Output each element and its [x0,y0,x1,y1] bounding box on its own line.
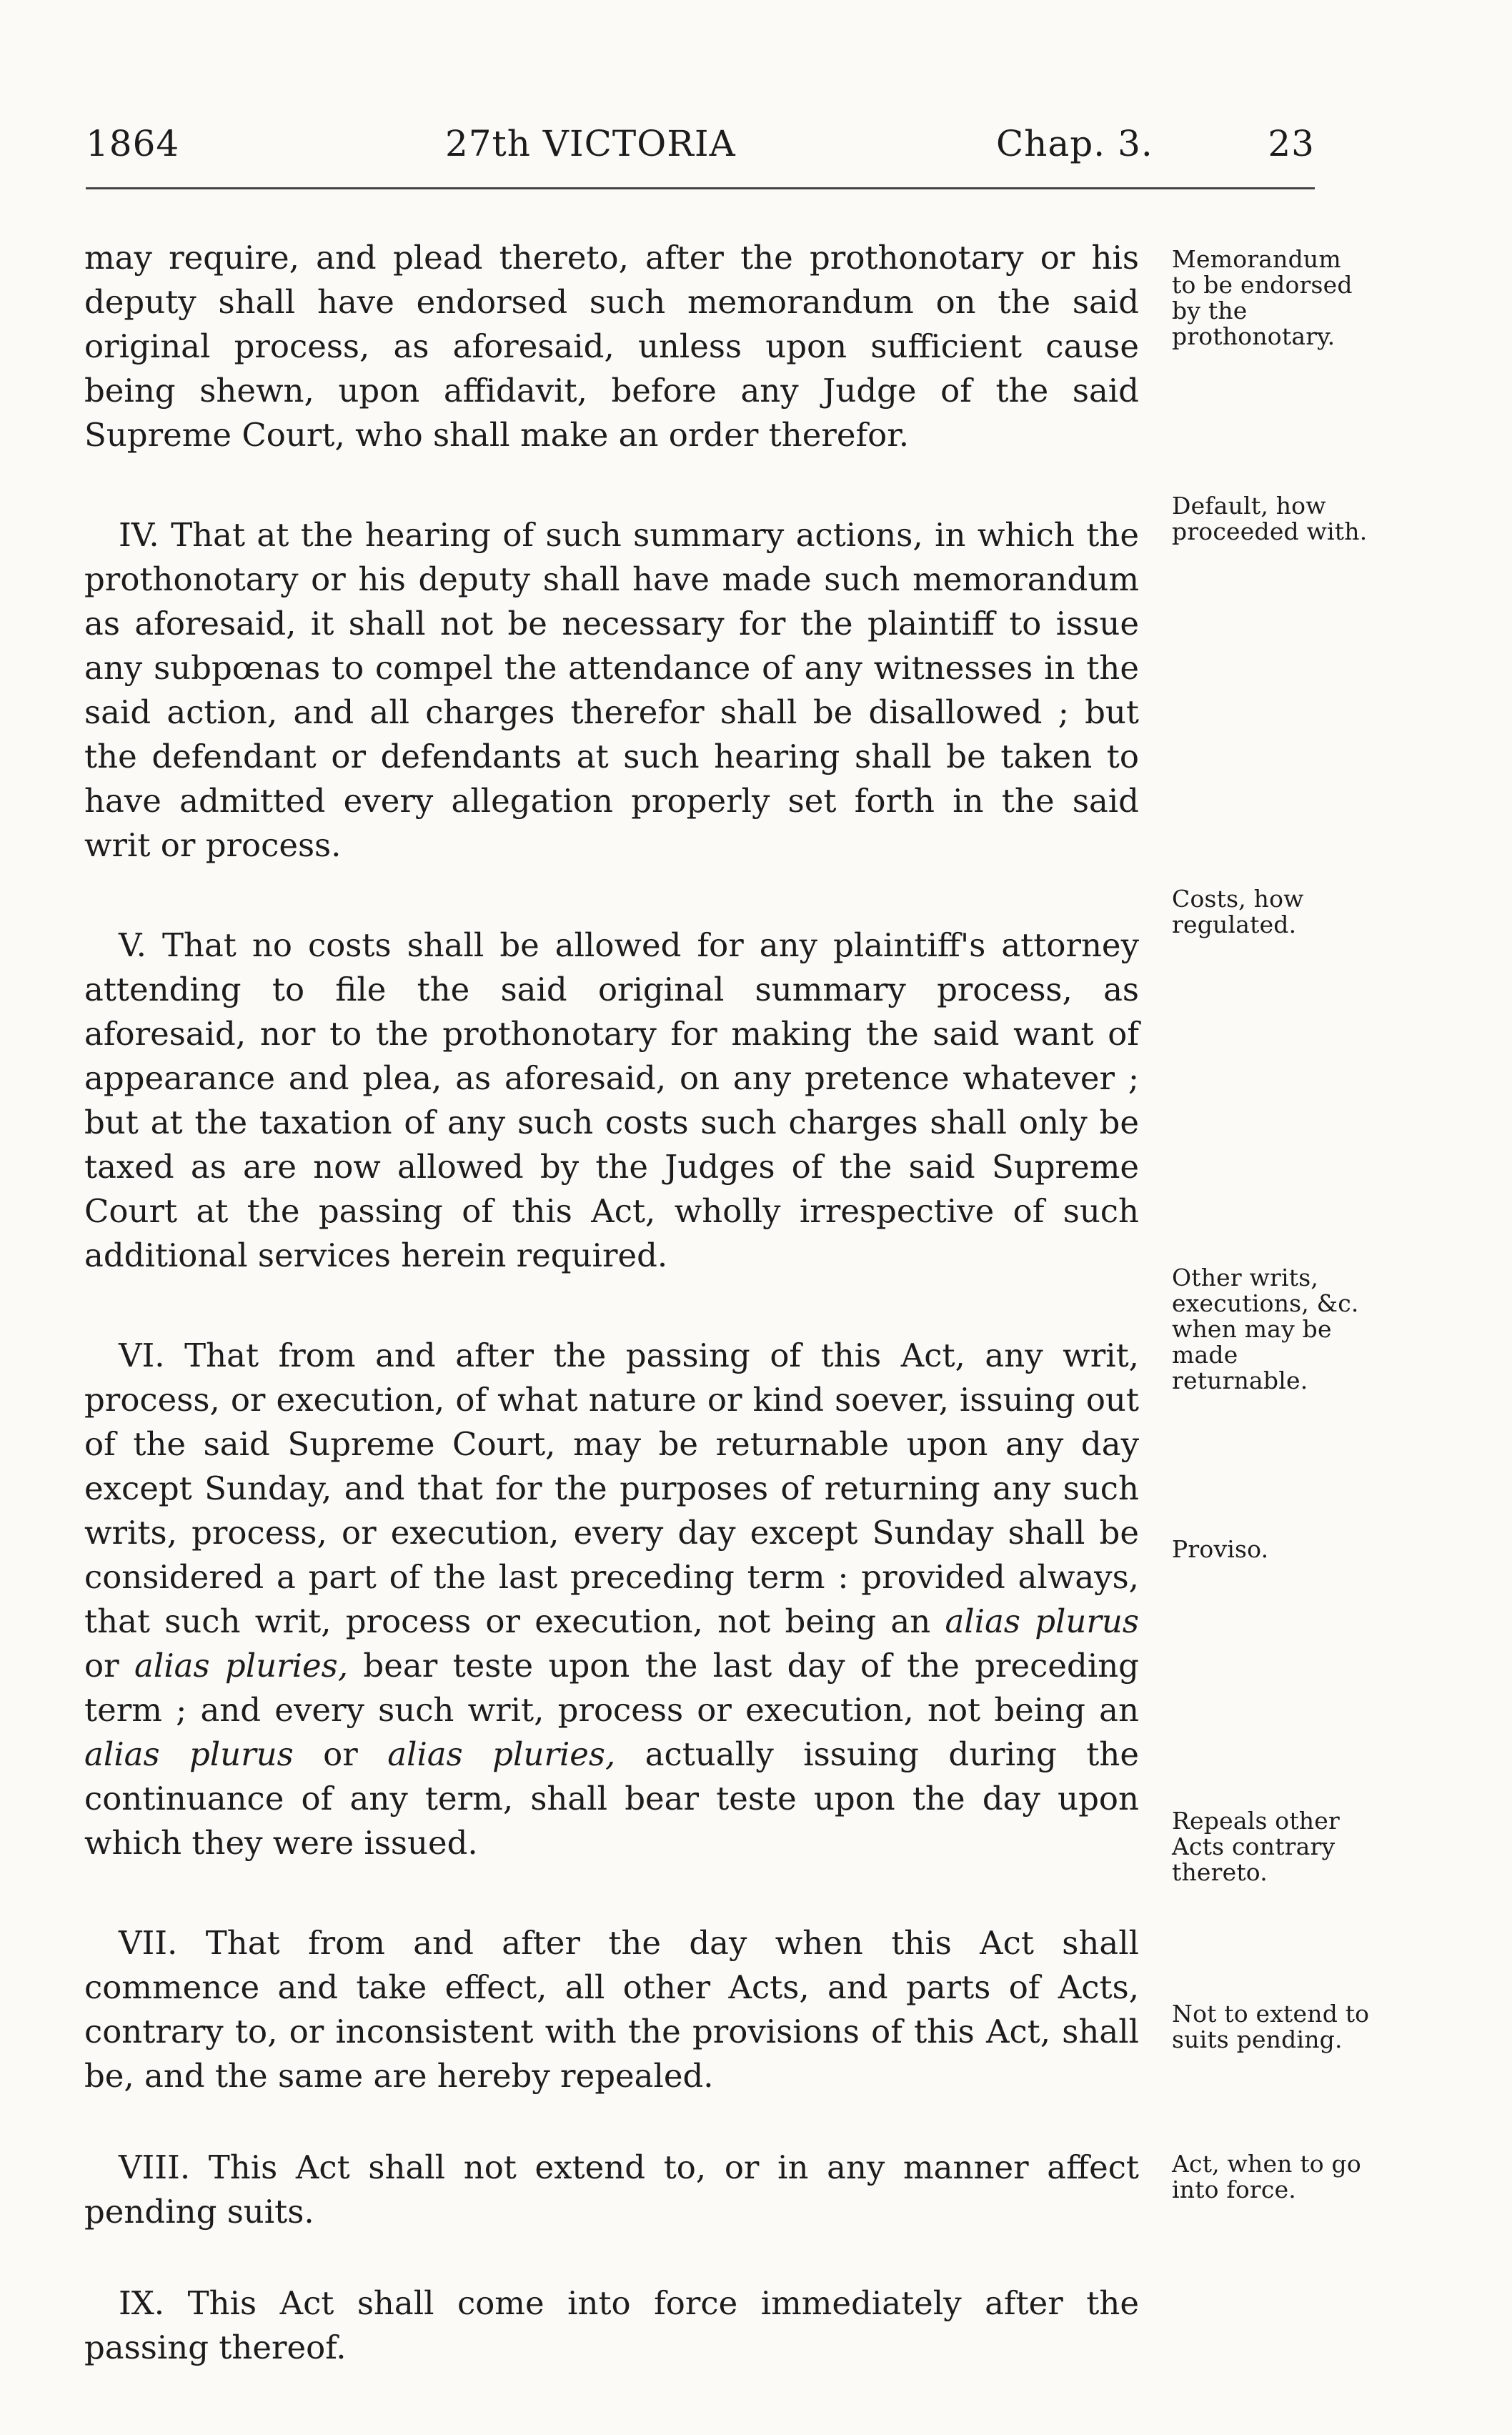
latin-term: alias pluries, [387,1735,616,1773]
section-number: V. [119,926,146,964]
margin-note-act-force: Act, when to go into force. [1172,2150,1361,2203]
section-text: This Act shall come into force immediately after the passing thereof. [84,2284,1139,2366]
section-vi [84,1334,1139,1865]
section-vii [84,1921,1139,2098]
header-title: 27th VICTORIA [445,123,736,164]
section-v [84,923,1139,1278]
margin-note-other-writs: Other writs, executions, &c. when may be made returnable. [1172,1264,1359,1394]
margin-note-repeals: Repeals other Acts contrary thereto. [1172,1807,1340,1886]
latin-term: alias pluries, [134,1647,349,1685]
margin-note-proviso: Proviso. [1172,1535,1269,1563]
paragraph-continuation: may require, and plead thereto, after the prothonotary or his deputy shall have endorsed such memorandum on the said original process, as aforesaid, unless upon sufficient cause being shewn, upon affidavit, before any Judge of the said Supreme Court, who shall make an order therefor. [84,239,1139,454]
section-number: IX. [119,2284,165,2322]
margin-note-pending: Not to extend to suits pending. [1172,2000,1370,2053]
section-text: That at the hearing of such summary actions, in which the prothonotary or his deputy shall have made such memorandum as aforesaid, it shall not be necessary for the plaintiff to issue any subpœnas to compel the attendance of any witnesses in the said action, and all charges therefor shall be disallowed ; but the defendant or defendants at such hearing shall be taken to have admitted every allegation properly set forth in the said writ or process. [84,516,1139,864]
header-year: 1864 [86,123,180,164]
section-viii [84,2146,1139,2234]
running-header [86,123,1315,180]
latin-term: alias plurus [945,1602,1139,1640]
section-text: That from and after the passing of this Act, any writ, process, or execution, of what nature or kind soever, issuing out of the said Supreme Court, may be returnable upon any day except Sunday, and that for the purposes of returning any such writs, process, or execution, every day except Sunday shall be considered a part of the last preceding term : provided always, that such writ, process or execution, not being an [84,1336,1139,1640]
section-number: VII. [119,1924,178,1962]
section-ix [84,2281,1139,2370]
section-number: VIII. [119,2148,191,2186]
section-text: This Act shall not extend to, or in any manner affect pending suits. [84,2148,1139,2231]
margin-note-default: Default, how proceeded with. [1172,492,1368,545]
section-text: or [323,1735,358,1773]
section-text: or [84,1647,119,1685]
header-chapter: Chap. 3. [996,123,1153,164]
header-rule [86,187,1315,189]
section-text: bear teste upon the last day of the preceding term ; and every such writ, process or execution, not being an [84,1647,1139,1729]
section-number: IV. [119,516,159,554]
section-number: VI. [119,1336,165,1374]
body-text [84,236,1139,2370]
section-text: That from and after the day when this Act shall commence and take effect, all other Acts, and parts of Acts, contrary to, or inconsistent with the provisions of this Act, shall be, and the same are hereby repealed. [84,1924,1139,2095]
section-iv [84,513,1139,868]
section-text: That no costs shall be allowed for any plaintiff's attorney attending to file the said original summary process, as aforesaid, nor to the prothonotary for making the said want of appearance and plea, as aforesaid, on any pretence whatever ; but at the taxation of any such costs such charges shall only be taxed as are now allowed by the Judges of the said Supreme Court at the passing of this Act, wholly irrespective of such additional services herein required. [84,926,1139,1274]
margin-note-costs: Costs, how regulated. [1172,885,1304,938]
latin-term: alias plurus [84,1735,294,1773]
margin-note-memorandum: Memorandum to be endorsed by the prothonotary. [1172,245,1353,350]
section-text: actually issuing during the continuance of any term, shall bear teste upon the day upon which they were issued. [84,1735,1139,1862]
page-number: 23 [1268,123,1315,164]
